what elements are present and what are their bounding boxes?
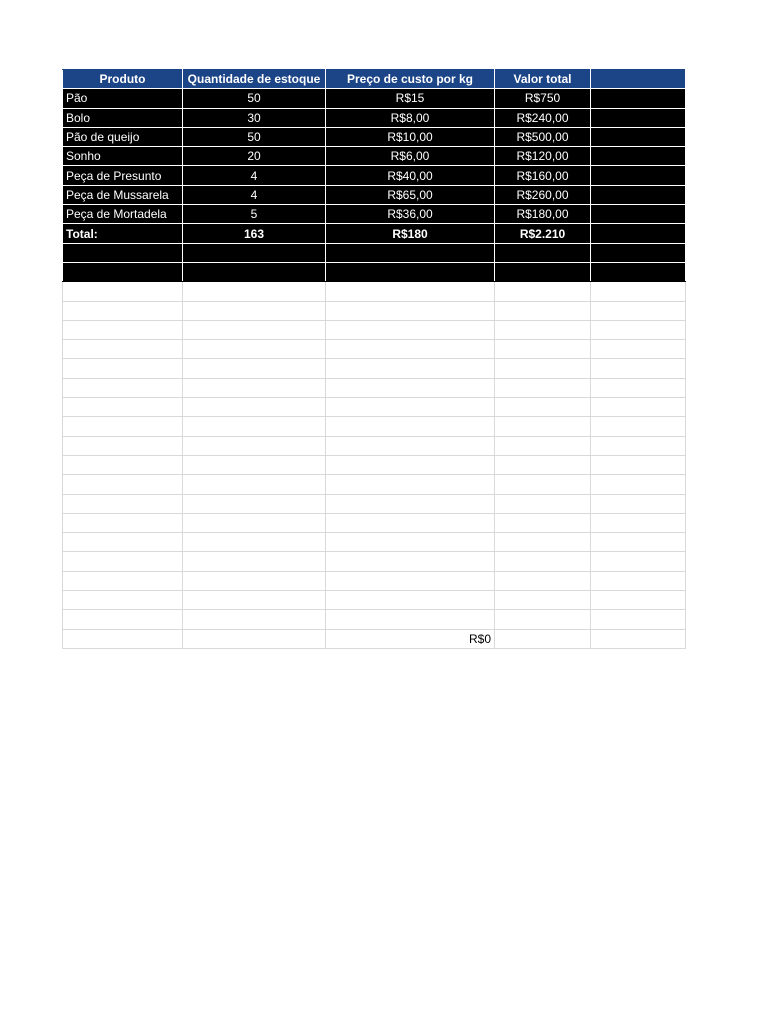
table-row [63, 89, 686, 108]
table-row [63, 108, 686, 127]
cell-produto[interactable]: Peça de Presunto [63, 166, 183, 185]
empty-cell[interactable] [63, 398, 183, 417]
empty-row [63, 359, 686, 378]
empty-row [63, 301, 686, 320]
cell-quantidade[interactable]: 4 [183, 185, 326, 204]
empty-cell[interactable] [326, 320, 495, 339]
empty-row [63, 417, 686, 436]
empty-cell[interactable] [591, 513, 686, 532]
empty-cell[interactable] [495, 340, 591, 359]
empty-dark-row [63, 262, 686, 281]
empty-cell[interactable] [495, 243, 591, 262]
cell-produto[interactable]: Bolo [63, 108, 183, 127]
empty-cell[interactable] [495, 398, 591, 417]
cell-empty[interactable] [591, 205, 686, 224]
empty-cell[interactable] [326, 591, 495, 610]
empty-cell[interactable] [495, 359, 591, 378]
empty-row [63, 455, 686, 474]
empty-cell[interactable] [495, 282, 591, 301]
empty-cell[interactable] [591, 455, 686, 474]
empty-cell[interactable] [495, 320, 591, 339]
header-preco[interactable]: Preço de custo por kg [326, 70, 495, 89]
empty-cell[interactable] [326, 359, 495, 378]
empty-row [63, 320, 686, 339]
header-row [63, 70, 686, 89]
empty-cell[interactable] [63, 513, 183, 532]
empty-cell[interactable] [326, 494, 495, 513]
empty-cell[interactable] [591, 591, 686, 610]
cell-produto[interactable]: Sonho [63, 147, 183, 166]
empty-cell[interactable] [63, 417, 183, 436]
cell-empty[interactable] [591, 108, 686, 127]
empty-cell[interactable] [326, 340, 495, 359]
total-quantidade[interactable]: 163 [183, 224, 326, 243]
empty-cell[interactable] [591, 436, 686, 455]
empty-cell[interactable] [183, 301, 326, 320]
empty-row [63, 378, 686, 397]
cell-preco[interactable]: R$65,00 [326, 185, 495, 204]
empty-cell[interactable] [495, 475, 591, 494]
empty-cell[interactable] [326, 533, 495, 552]
empty-cell[interactable] [591, 610, 686, 629]
empty-cell[interactable] [591, 533, 686, 552]
header-valor-total[interactable]: Valor total [495, 70, 591, 89]
header-produto[interactable]: Produto [63, 70, 183, 89]
empty-cell[interactable] [495, 552, 591, 571]
empty-cell[interactable] [63, 301, 183, 320]
empty-cell[interactable] [183, 282, 326, 301]
cell-valor[interactable]: R$120,00 [495, 147, 591, 166]
table-row [63, 147, 686, 166]
empty-cell[interactable] [326, 455, 495, 474]
cell-empty[interactable] [591, 185, 686, 204]
empty-cell[interactable] [183, 417, 326, 436]
cell-valor[interactable]: R$160,00 [495, 166, 591, 185]
empty-cell[interactable] [63, 591, 183, 610]
empty-cell[interactable] [63, 552, 183, 571]
empty-cell[interactable] [326, 571, 495, 590]
empty-cell[interactable] [495, 262, 591, 281]
empty-cell[interactable] [591, 340, 686, 359]
empty-cell[interactable] [495, 436, 591, 455]
empty-cell[interactable] [326, 475, 495, 494]
empty-cell[interactable] [63, 320, 183, 339]
empty-cell[interactable] [63, 436, 183, 455]
cell-produto[interactable]: Pão [63, 89, 183, 108]
empty-cell[interactable] [63, 494, 183, 513]
total-row [63, 224, 686, 243]
header-empty[interactable] [591, 70, 686, 89]
cell-empty[interactable] [591, 166, 686, 185]
cell-quantidade[interactable]: 5 [183, 205, 326, 224]
empty-dark-row [63, 243, 686, 262]
empty-cell[interactable] [183, 591, 326, 610]
empty-row [63, 552, 686, 571]
empty-cell[interactable] [63, 455, 183, 474]
empty-cell[interactable] [183, 378, 326, 397]
cell-empty[interactable] [591, 89, 686, 108]
empty-row [63, 629, 686, 648]
empty-row [63, 282, 686, 301]
empty-cell[interactable] [63, 262, 183, 281]
empty-row [63, 340, 686, 359]
table-row [63, 166, 686, 185]
empty-cell[interactable] [183, 629, 326, 648]
cell-empty[interactable] [591, 127, 686, 146]
inventory-table [62, 69, 686, 649]
cell-empty[interactable] [591, 147, 686, 166]
empty-row [63, 533, 686, 552]
cell-produto[interactable]: Peça de Mussarela [63, 185, 183, 204]
cell-preco[interactable]: R$15 [326, 89, 495, 108]
empty-cell[interactable] [183, 513, 326, 532]
empty-cell[interactable] [326, 552, 495, 571]
empty-cell[interactable] [591, 475, 686, 494]
empty-cell[interactable] [326, 610, 495, 629]
empty-cell[interactable] [183, 262, 326, 281]
cell-preco[interactable]: R$40,00 [326, 166, 495, 185]
cell-valor[interactable]: R$260,00 [495, 185, 591, 204]
empty-cell[interactable] [326, 436, 495, 455]
table-row [63, 205, 686, 224]
empty-cell[interactable] [63, 243, 183, 262]
empty-cell[interactable] [63, 340, 183, 359]
empty-cell[interactable] [183, 398, 326, 417]
empty-cell[interactable] [183, 243, 326, 262]
total-label[interactable]: Total: [63, 224, 183, 243]
empty-cell[interactable] [591, 571, 686, 590]
empty-cell[interactable] [326, 282, 495, 301]
empty-cell[interactable] [591, 262, 686, 281]
empty-cell[interactable] [591, 378, 686, 397]
total-empty[interactable] [591, 224, 686, 243]
cell-produto[interactable]: Pão de queijo [63, 127, 183, 146]
empty-cell[interactable] [183, 320, 326, 339]
note-cell[interactable]: R$0 [326, 629, 495, 648]
empty-cell[interactable] [183, 552, 326, 571]
cell-quantidade[interactable]: 50 [183, 89, 326, 108]
empty-cell[interactable] [183, 533, 326, 552]
empty-row [63, 571, 686, 590]
table-row [63, 185, 686, 204]
empty-cell[interactable] [591, 359, 686, 378]
empty-cell[interactable] [326, 378, 495, 397]
empty-cell[interactable] [326, 301, 495, 320]
empty-cell[interactable] [591, 282, 686, 301]
empty-cell[interactable] [183, 359, 326, 378]
cell-produto[interactable]: Peça de Mortadela [63, 205, 183, 224]
empty-cell[interactable] [495, 301, 591, 320]
empty-cell[interactable] [591, 552, 686, 571]
empty-cell[interactable] [63, 533, 183, 552]
empty-cell[interactable] [183, 455, 326, 474]
empty-cell[interactable] [326, 417, 495, 436]
header-quantidade[interactable]: Quantidade de estoque [183, 70, 326, 89]
empty-cell[interactable] [63, 571, 183, 590]
cell-quantidade[interactable]: 30 [183, 108, 326, 127]
empty-row [63, 398, 686, 417]
table-row [63, 127, 686, 146]
empty-cell[interactable] [63, 378, 183, 397]
cell-valor[interactable]: R$750 [495, 89, 591, 108]
cell-preco[interactable]: R$10,00 [326, 127, 495, 146]
empty-cell[interactable] [495, 571, 591, 590]
empty-row [63, 436, 686, 455]
empty-row [63, 494, 686, 513]
empty-cell[interactable] [495, 455, 591, 474]
total-valor[interactable]: R$2.210 [495, 224, 591, 243]
empty-cell[interactable] [326, 398, 495, 417]
empty-cell[interactable] [63, 610, 183, 629]
cell-valor[interactable]: R$240,00 [495, 108, 591, 127]
empty-row [63, 591, 686, 610]
empty-cell[interactable] [183, 436, 326, 455]
empty-cell[interactable] [63, 475, 183, 494]
empty-cell[interactable] [495, 378, 591, 397]
cell-valor[interactable]: R$180,00 [495, 205, 591, 224]
empty-cell[interactable] [183, 340, 326, 359]
empty-cell[interactable] [326, 262, 495, 281]
cell-quantidade[interactable]: 20 [183, 147, 326, 166]
total-preco[interactable]: R$180 [326, 224, 495, 243]
empty-cell[interactable] [63, 359, 183, 378]
empty-cell[interactable] [591, 320, 686, 339]
empty-cell[interactable] [63, 629, 183, 648]
empty-cell[interactable] [495, 610, 591, 629]
empty-cell[interactable] [183, 571, 326, 590]
empty-row [63, 475, 686, 494]
empty-cell[interactable] [591, 494, 686, 513]
empty-cell[interactable] [326, 243, 495, 262]
cell-quantidade[interactable]: 50 [183, 127, 326, 146]
empty-cell[interactable] [495, 629, 591, 648]
cell-quantidade[interactable]: 4 [183, 166, 326, 185]
empty-cell[interactable] [591, 301, 686, 320]
empty-cell[interactable] [183, 475, 326, 494]
empty-cell[interactable] [495, 417, 591, 436]
empty-cell[interactable] [63, 282, 183, 301]
empty-cell[interactable] [591, 398, 686, 417]
cell-valor[interactable]: R$500,00 [495, 127, 591, 146]
cell-preco[interactable]: R$8,00 [326, 108, 495, 127]
empty-cell[interactable] [183, 610, 326, 629]
empty-row [63, 610, 686, 629]
empty-cell[interactable] [591, 629, 686, 648]
empty-cell[interactable] [326, 513, 495, 532]
empty-cell[interactable] [495, 591, 591, 610]
empty-cell[interactable] [591, 417, 686, 436]
cell-preco[interactable]: R$36,00 [326, 205, 495, 224]
empty-cell[interactable] [495, 533, 591, 552]
empty-cell[interactable] [591, 243, 686, 262]
empty-cell[interactable] [495, 494, 591, 513]
cell-preco[interactable]: R$6,00 [326, 147, 495, 166]
empty-cell[interactable] [183, 494, 326, 513]
empty-cell[interactable] [495, 513, 591, 532]
empty-row [63, 513, 686, 532]
